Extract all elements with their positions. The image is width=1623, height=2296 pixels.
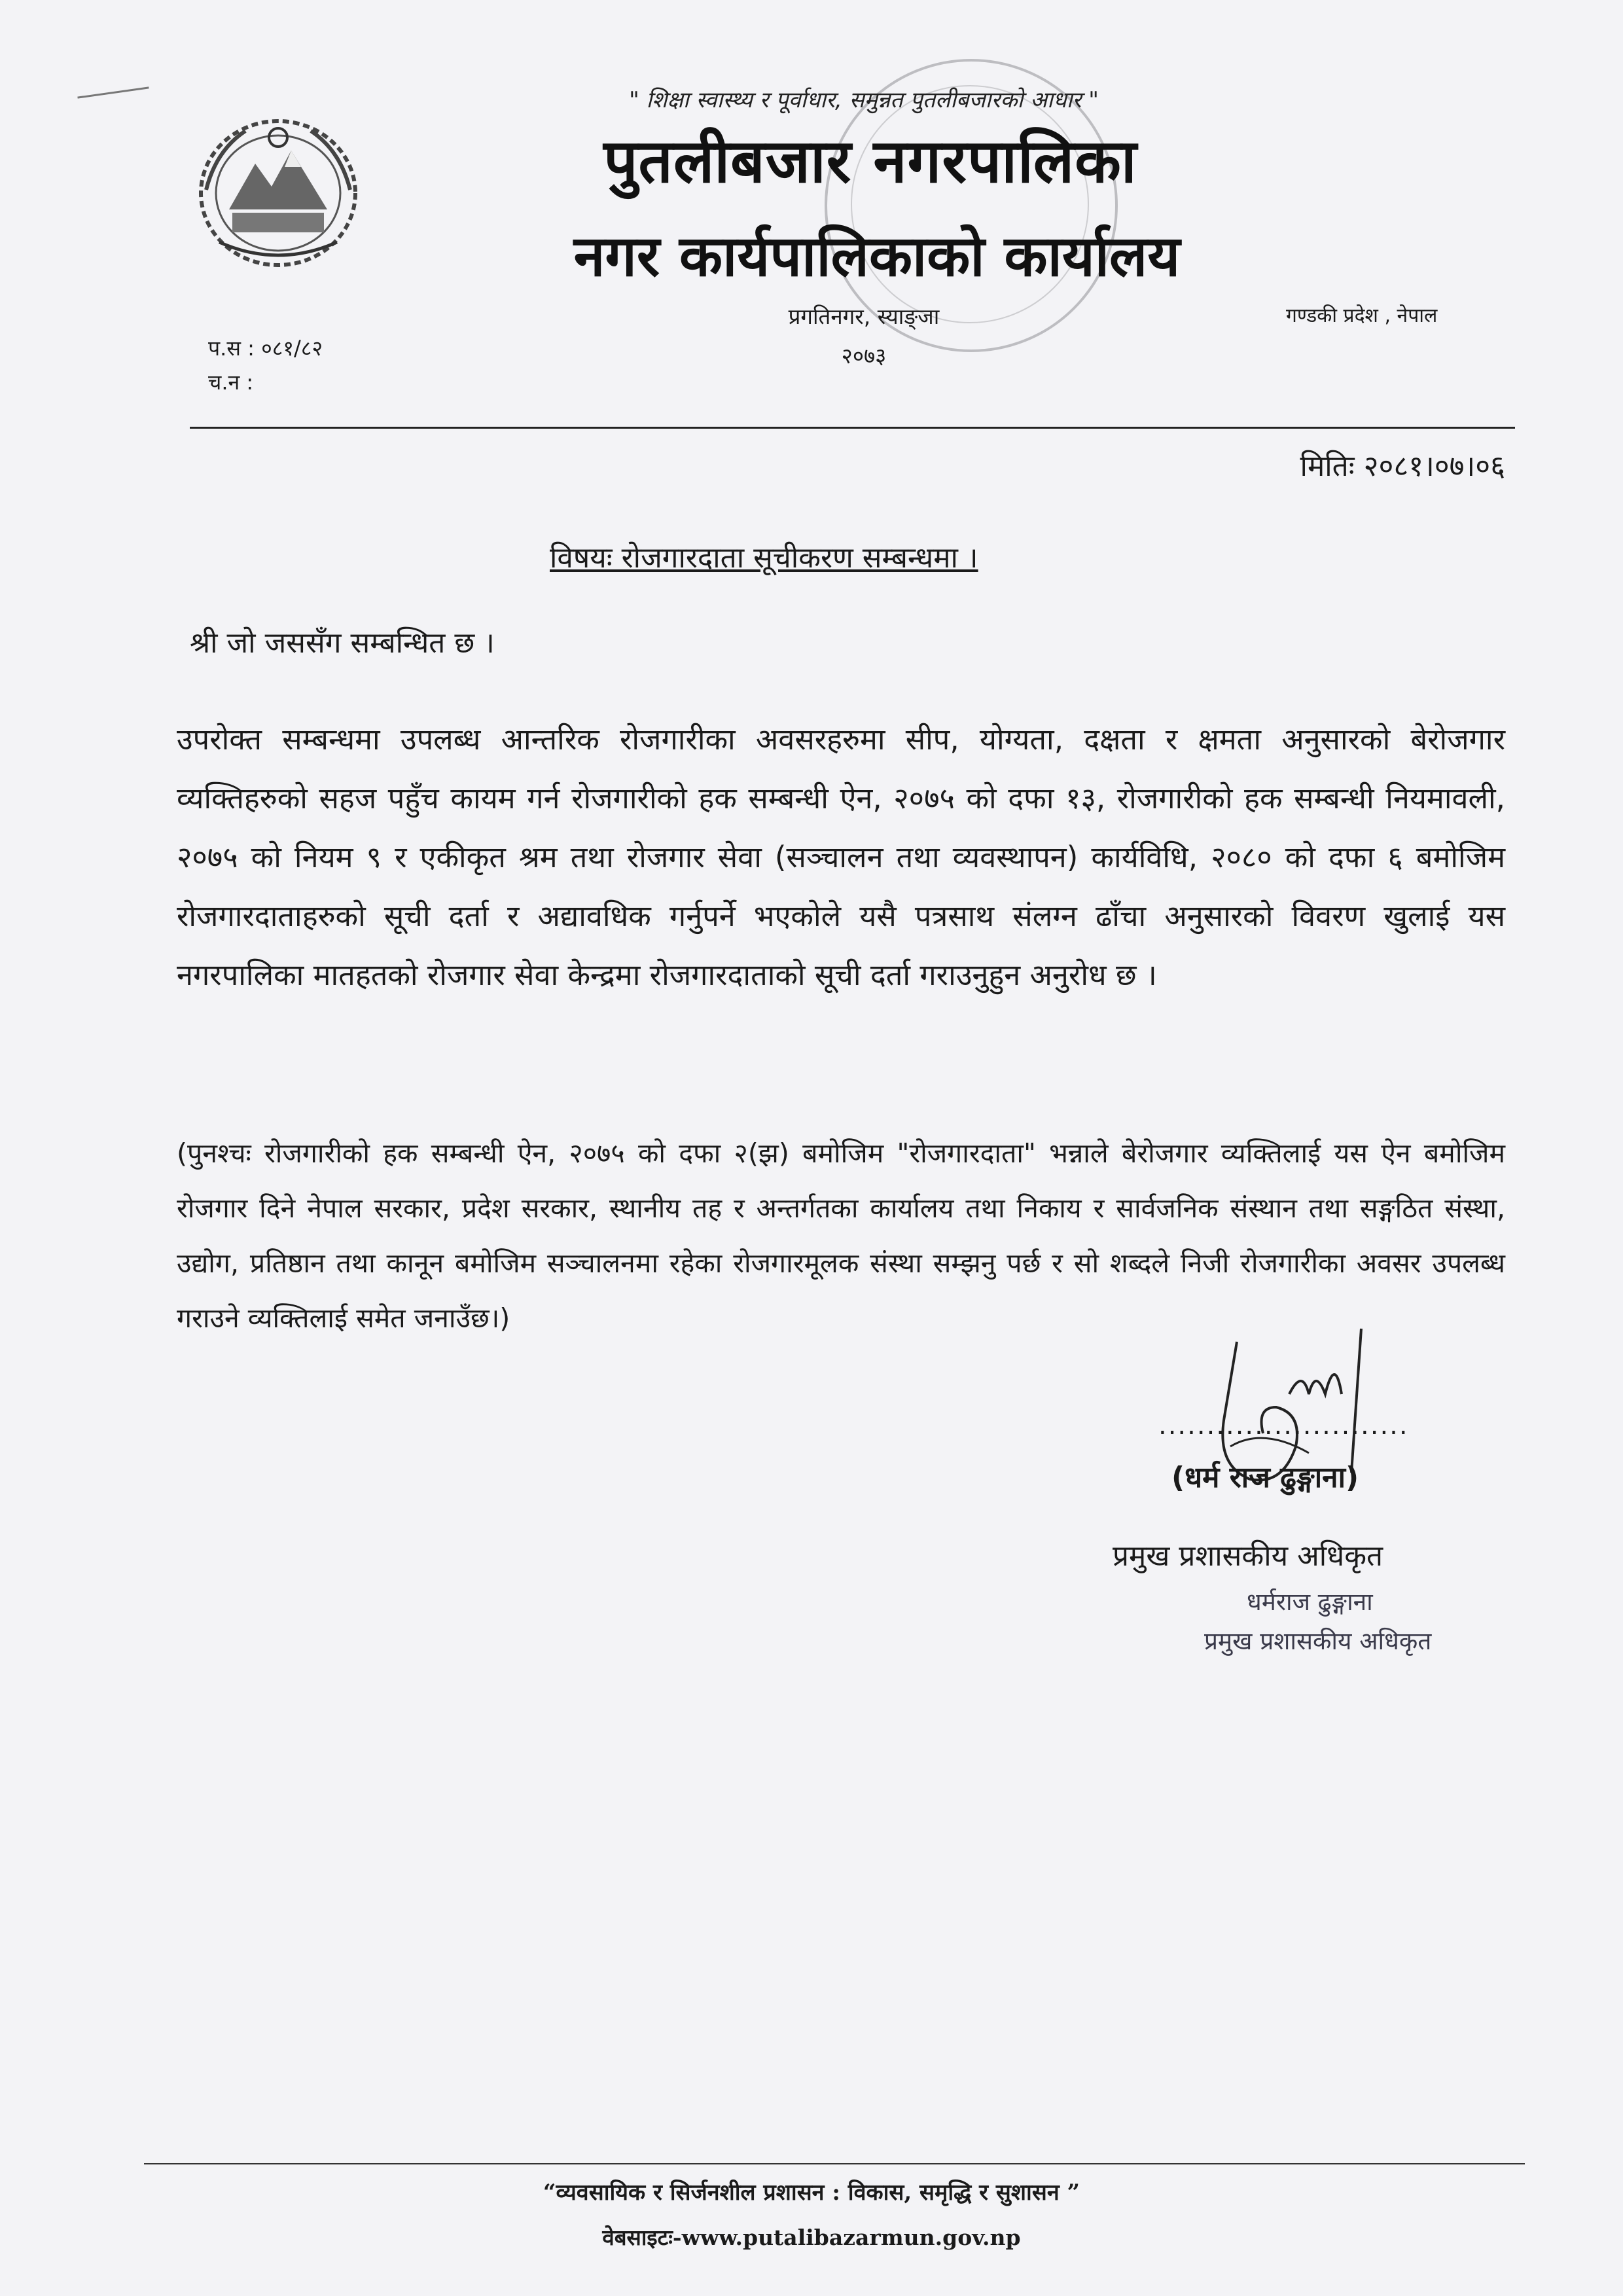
letter-body: उपरोक्त सम्बन्धमा उपलब्ध आन्तरिक रोजगारीका अवसरहरुमा सीप, योग्यता, दक्षता र क्षमता अनुसारको बेरोजगार व्यक्तिहरुको सहज पहुँच कायम गर्न रोजगारीको हक सम्बन्धी ऐन, २०७५ को दफा १३, रोजगारीको हक सम्बन्धी नियमावली, २०७५ को नियम ९ र एकीकृत श्रम तथा रोजगार सेवा (सञ्चालन तथा व्यवस्थापन) कार्यविधि, २०८० को दफा ६ बमोजिम रोजगारदाताहरुको सूची दर्ता र अद्यावधिक गर्नुपर्ने भएकोले यसै पत्रसाथ संलग्न ढाँचा अनुसारको विवरण खुलाई यस नगरपालिका मातहतको रोजगार सेवा केन्द्रमा रोजगारदाताको सूची दर्ता गराउनुहुन अनुरोध छ । — [177, 722, 1505, 992]
stamp-name: धर्मराज ढुङ्गाना — [1247, 1588, 1373, 1616]
letter-date: मितिः २०८१।०७।०६ — [1300, 450, 1505, 483]
footer-divider — [144, 2163, 1525, 2164]
signatory-title: प्रमुख प्रशासकीय अधिकृत — [1113, 1539, 1383, 1573]
dispatch-number: च.न : — [208, 370, 254, 395]
letter-postscript: (पुनश्चः रोजगारीको हक सम्बन्धी ऐन, २०७५ को दफा २(झ) बमोजिम "रोजगारदाता" भन्नाले बेरोजगार व्यक्तिलाई यस ऐन बमोजिम रोजगार दिने नेपाल सरकार, प्रदेश सरकार, स्थानीय तह र अन्तर्गतका कार्यालय तथा निकाय र सार्वजनिक संस्थान तथा सङ्गठित संस्था, उद्योग, प्रतिष्ठान तथा कानून बमोजिम सञ्चालनमा रहेका रोजगारमूलक संस्था सम्झनु पर्छ र सो शब्दले निजी रोजगारीका अवसर उपलब्ध गराउने व्यक्तिलाई समेत जनाउँछ।) — [177, 1138, 1505, 1334]
stamp-title: प्रमुख प्रशासकीय अधिकृत — [1204, 1627, 1432, 1655]
letter-salutation: श्री जो जससँग सम्बन्धित छ । — [190, 626, 495, 660]
established-year: २०७३ — [841, 343, 887, 368]
pen-mark — [77, 86, 149, 98]
footer-motto: “व्यवसायिक र सिर्जनशील प्रशासन : विकास, समृद्धि र सुशासन ” — [543, 2179, 1080, 2206]
municipality-name: पुतलीबजार नगरपालिका — [603, 126, 1137, 196]
signatory-name: (धर्म राज ढुङ्गाना) — [1171, 1461, 1359, 1494]
office-address: प्रगतिनगर, स्याङ्जा — [788, 304, 940, 329]
province-name: गण्डकी प्रदेश , नेपाल — [1286, 304, 1438, 327]
office-name: नगर कार्यपालिकाको कार्यालय — [573, 224, 1181, 289]
header-divider — [190, 427, 1515, 429]
municipality-motto: " शिक्षा स्वास्थ्य र पूर्वाधार, समुन्नत पुतलीबजारको आधार " — [629, 87, 1099, 113]
signature-line: .......................... — [1158, 1410, 1409, 1441]
reference-number: प.स : ०८१/८२ — [208, 336, 323, 361]
nepal-government-emblem-icon — [193, 111, 363, 275]
letter-subject: विषयः रोजगारदाता सूचीकरण सम्बन्धमा । — [550, 541, 978, 575]
website-link[interactable]: वेबसाइटः-www.putalibazarmun.gov.np — [602, 2225, 1021, 2250]
